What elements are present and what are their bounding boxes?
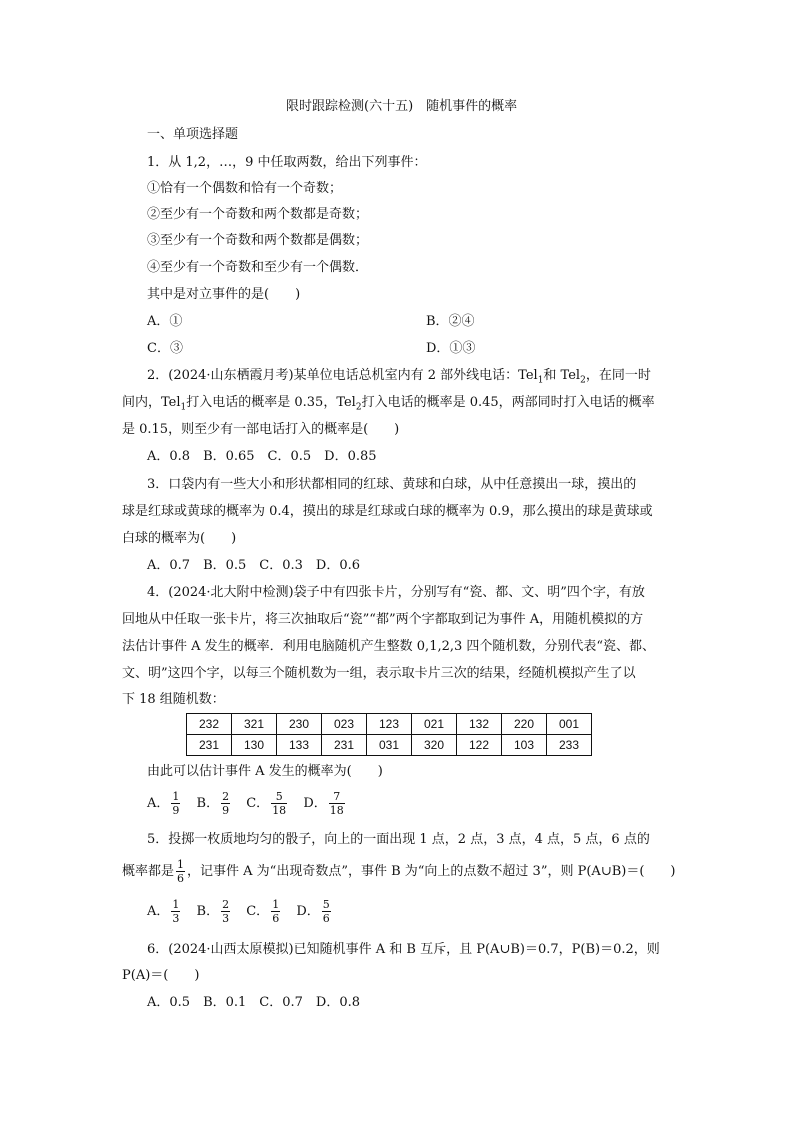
denominator: 9 [222,804,230,817]
denominator: 3 [222,912,230,925]
denominator: 6 [272,912,280,925]
table-cell: 103 [502,735,547,756]
q2-text-f: 打入电话的概率是 0.45，两部同时打入电话的概率 [361,395,655,410]
table-cell: 021 [412,714,457,735]
denominator: 6 [322,912,330,925]
q5-line-1: 5．投掷一枚质地均匀的骰子，向上的一面出现 1 点，2 点，3 点，4 点，5 点，6 点的 [147,832,650,847]
q1-stem: 1．从 1,2，…，9 中任取两数，给出下列事件： [147,155,427,170]
q2-text-a: 2．(2024·山东栖霞月考)某单位电话总机室内有 2 部外线电话：Tel [147,368,538,383]
denominator: 9 [172,804,180,817]
q2-sub: 2 [580,375,586,386]
q1-option-b: B．②④ [426,314,475,329]
fraction [171,790,180,817]
table-cell: 122 [457,735,502,756]
q5-option-d: D． [296,904,320,919]
page-title: 限时跟踪检测(六十五) 随机事件的概率 [286,99,518,114]
q6-line-1: 6．(2024·山西太原模拟)已知随机事件 A 和 B 互斥，且 P(A∪B)＝0.7，P(B)＝0.2，则 [147,942,660,957]
table-row [187,735,592,756]
fraction [171,898,180,925]
table-cell: 232 [187,714,232,735]
q4-line-5: 下 18 组随机数： [122,692,225,707]
table-cell: 220 [502,714,547,735]
denominator: 18 [329,804,344,817]
q1-option-d: D．①③ [426,341,476,356]
q4-option-c: C． [246,796,270,811]
q1-option-c: C．③ [147,341,183,356]
q2-line-3: 是 0.15，则至少有一部电话打入的概率是( ) [122,422,400,437]
q3-line-1: 3．口袋内有一些大小和形状都相同的红球、黄球和白球，从中任意摸出一球，摸出的 [147,477,637,492]
q2-line-2 [122,393,655,418]
fraction [221,898,230,925]
q2-sub: 1 [180,402,187,413]
q6-line-2: P(A)＝( ) [122,968,200,983]
q2-text-e: 打入电话的概率是 0.35，Tel [186,395,356,410]
numerator: 5 [322,898,330,911]
q1-question: 其中是对立事件的是( ) [147,287,301,302]
numerator: 2 [222,790,230,803]
table-cell: 023 [322,714,367,735]
q6-options: A．0.5 B．0.1 C．0.7 D．0.8 [147,995,361,1010]
q5-option-a: A． [147,904,170,919]
q4-option-b: B． [196,796,220,811]
denominator: 18 [272,804,287,817]
table-cell: 233 [547,735,592,756]
q2-sub: 2 [355,402,362,413]
q5-option-c: C． [246,904,270,919]
q3-line-2: 球是红球或黄球的概率为 0.4，摸出的球是红球或白球的概率为 0.9，那么摸出的球是黄球或 [122,504,653,519]
q5-text-a: 概率都是 [122,864,175,879]
numerator: 2 [222,898,230,911]
q5-text-b: ，记事件 A 为“出现奇数点”，事件 B 为“向上的点数不超过 3”，则 P(A∪B)＝( ) [187,864,676,879]
table-row [187,714,592,735]
numerator: 5 [271,790,287,804]
numerator: 7 [329,790,345,804]
section-heading: 一、单项选择题 [147,127,239,142]
q1-item-2: ②至少有一个奇数和两个数都是奇数； [147,207,369,222]
numerator: 1 [172,790,180,803]
fraction [271,790,287,817]
fraction [329,790,345,817]
table-cell: 133 [277,735,322,756]
q4-option-d: D． [303,796,327,811]
numerator: 1 [177,858,185,871]
q4-line-2: 回地从中任取一张卡片，将三次抽取后“瓷”“都”两个字都取到记为事件 A，用随机模拟的方 [122,612,644,627]
q3-line-3: 白球的概率为( ) [122,531,237,546]
q2-options: A．0.8 B．0.65 C．0.5 D．0.85 [147,449,377,464]
fraction [271,898,280,925]
table-cell: 231 [322,735,367,756]
q4-question: 由此可以估计事件 A 发生的概率为( ) [147,764,383,779]
table-cell: 001 [547,714,592,735]
q4-line-1: 4．(2024·北大附中检测)袋子中有四张卡片，分别写有“瓷、都、文、明”四个字，有放 [147,585,645,600]
q4-options [147,790,347,817]
q4-option-a: A． [147,796,170,811]
fraction [176,858,185,885]
table-cell: 132 [457,714,502,735]
q2-text-d: 间内，Tel [122,395,181,410]
denominator: 6 [177,872,185,885]
q1-option-a: A．① [147,314,183,329]
table-cell: 320 [412,735,457,756]
q2-text-b: 和 Tel [543,368,581,383]
q3-options: A．0.7 B．0.5 C．0.3 D．0.6 [147,558,361,573]
table-cell: 123 [367,714,412,735]
numerator: 1 [272,898,280,911]
q4-line-4: 文、明”这四个字，以每三个随机数为一组，表示取卡片三次的结果，经随机模拟产生了以 [122,666,636,681]
denominator: 3 [172,912,180,925]
q1-item-3: ③至少有一个奇数和两个数都是偶数； [147,233,369,248]
q1-item-4: ④至少有一个奇数和至少有一个偶数． [147,260,369,275]
table-cell: 321 [232,714,277,735]
random-number-table [186,713,592,756]
table-cell: 031 [367,735,412,756]
table-cell: 130 [232,735,277,756]
q2-sub: 1 [537,375,544,386]
fraction [322,898,331,925]
q5-option-b: B． [196,904,220,919]
q2-text-c: ，在同一时 [585,368,651,383]
q1-item-1: ①恰有一个偶数和恰有一个奇数； [147,181,343,196]
table-cell: 231 [187,735,232,756]
q5-line-2 [122,858,675,885]
table-cell: 230 [277,714,322,735]
q2-line-1 [147,366,651,391]
numerator: 1 [172,898,180,911]
fraction [221,790,230,817]
q5-options [147,898,333,925]
q4-line-3: 法估计事件 A 发生的概率．利用电脑随机产生整数 0,1,2,3 四个随机数，分别代表“瓷、都、 [122,639,656,654]
